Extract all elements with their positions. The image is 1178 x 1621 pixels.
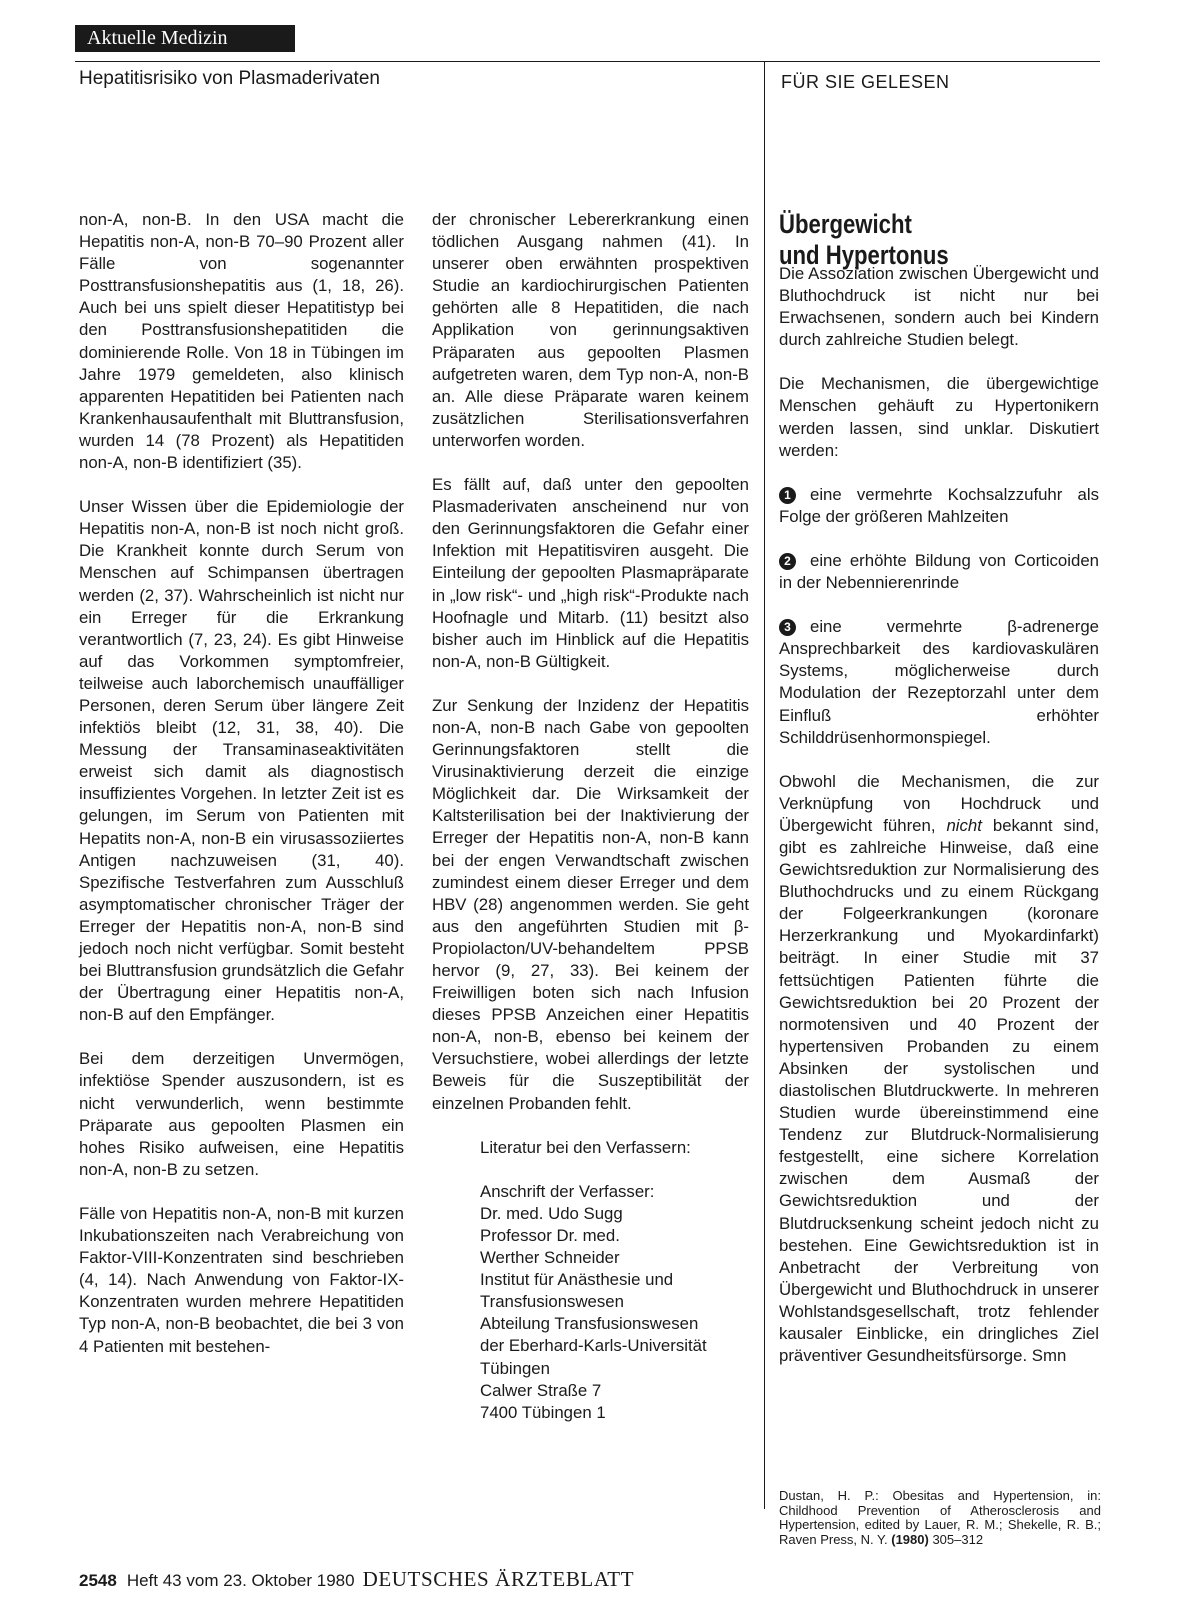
article-column-3 [779, 263, 1099, 1389]
paragraph: Fälle von Hepatitis non-A, non-B mit kurzen Inkubationszeiten nach Verabreichung von Faktor-VIII-Konzentraten sind beschrieben (4, 14). Nach Anwendung von Faktor-IX-Konzentraten wurden mehrere Hepatitiden Typ non-A, non-B beobachtet, die bei 3 von 4 Patienten mit bestehen- [79, 1203, 404, 1356]
address-line: 7400 Tübingen 1 [480, 1402, 606, 1422]
address-line: Calwer Straße 7 [480, 1380, 602, 1400]
list-item [779, 484, 1099, 528]
paragraph-text: bekannt sind, gibt es zahlreiche Hinweise, daß eine Gewichtsreduktion zur Normalisierung des Bluthochdrucks und zu einem Rückgang der Folgeerkrankungen (koronare Herzerkrankung und Myokardinfarkt) beiträgt. In einer Studie mit 37 fettsüchtigen Patienten führte die Gewichtsreduktion bei 20 Prozent der normotensiven und 40 Prozent der hypertensiven Probanden zu einem Absinken der systolischen und diastolischen Blutdruckwerte. In mehreren Studien wurde übereinstimmend eine Tendenz zur Blutdruck-Normalisierung festgestellt, eine sichere Korrelation zwischen dem Ausmaß der Gewichtsreduktion und der Blutdrucksenkung scheint jedoch nicht zu bestehen. Eine Gewichtsreduktion ist in Anbetracht der Verbreitung von Übergewicht und Bluthochdruck in unserer Wohlstandsgesellschaft, trotz fehlender kausaler Einblicke, ein dringliches Ziel präventiver Gesundheitsfürsorge. Smn [779, 815, 1099, 1366]
article-column-1 [79, 209, 404, 1380]
paragraph-text: Obwohl die Mechanismen, die zur Verknüpfung von Hochdruck und Übergewicht führen, [779, 771, 1099, 835]
paragraph: Die Mechanismen, die übergewichtige Menschen gehäuft zu Hypertonikern werden lassen, sind unklar. Diskutiert werden: [779, 374, 1099, 460]
section-tag: Aktuelle Medizin [75, 25, 295, 52]
article-title-line: und Hypertonus [779, 240, 949, 270]
number-badge-icon: 3 [779, 619, 796, 636]
list-item [779, 550, 1099, 594]
paragraph [779, 771, 1099, 1368]
address-line: Transfusionswesen [480, 1292, 624, 1312]
address-line: Institut für Anästhesie und [480, 1270, 674, 1290]
number-badge-icon: 2 [779, 553, 796, 570]
paragraph: Zur Senkung der Inzidenz der Hepatitis non-A, non-B nach Gabe von gepoolten Gerinnungsfaktoren stellt die Virusinaktivierung derzeit die einzige Möglichkeit dar. Die Wirksamkeit der Kaltsterilisation bei der Inaktivierung der Erreger der Hepatitis non-A, non-B kann bei der engen Verwandtschaft zwischen zumindest einem dieser Erreger und dem HBV (28) angenommen werden. Sie geht aus den angeführten Studien mit β-Propiolacton/UV-behandeltem PPSB hervor (9, 27, 33). Bei keinem der Freiwilligen boten sich nach Infusion dieses PPSB Anzeichen einer Hepatitis non-A, non-B, ebenso bei keinem der Versuchstiere, wobei allerdings der letzte Beweis für die Suszeptibilität der einzelnen Probanden fehlt. [432, 695, 749, 1113]
article-column-2 [432, 209, 749, 1424]
address-line: Abteilung Transfusionswesen [480, 1314, 699, 1334]
address-line: der Eberhard-Karls-Universität [480, 1336, 707, 1356]
address-line: Tübingen [480, 1358, 550, 1378]
author-address [480, 1181, 749, 1424]
address-line: Dr. med. Udo Sugg [480, 1203, 623, 1223]
citation [779, 1489, 1101, 1547]
number-badge-icon: 1 [779, 487, 796, 504]
list-item [779, 616, 1099, 749]
issue-info: Heft 43 vom 23. Oktober 1980 [126, 1571, 355, 1590]
page-footer [79, 1567, 634, 1592]
list-item-text: eine vermehrte Kochsalzzufuhr als Folge der größeren Mahlzeiten [779, 484, 1099, 526]
citation-pages: 305–312 [928, 1531, 984, 1547]
top-rule [75, 61, 1100, 62]
address-line: Werther Schneider [480, 1248, 620, 1268]
paragraph: Es fällt auf, daß unter den gepoolten Plasmaderivaten anscheinend nur von den Gerinnungsfaktoren die Gefahr einer Infektion mit Hepatitisviren ausgeht. Die Einteilung der gepoolten Plasmapräparate in „low risk“- und „high risk“-Produkte nach Hoofnagle und Mitarb. (11) besitzt also bisher auch im Hinblick auf die Hepatitis non-A, non-B Gültigkeit. [432, 475, 749, 671]
literature-note: Literatur bei den Verfassern: [480, 1137, 691, 1157]
emphasis: nicht [946, 815, 982, 835]
paragraph: Bei dem derzeitigen Unvermögen, infektiöse Spender auszusondern, ist es nicht verwunderlich, wenn bestimmte Präparate aus gepoolten Plasmen ein hohes Risiko aufweisen, eine Hepatitis non-A, non-B zu setzen. [79, 1049, 404, 1179]
journal-name: DEUTSCHES ÄRZTEBLATT [362, 1567, 635, 1591]
paragraph: Die Assoziation zwischen Übergewicht und Bluthochdruck ist nicht nur bei Erwachsenen, sondern auch bei Kindern durch zahlreiche Studien belegt. [779, 264, 1099, 350]
citation-text: Dustan, H. P.: Obesitas and Hypertension, in: Childhood Prevention of Atherosclerosis and Hypertension, edited by Lauer, R. M.; Shekelle, R. B.; Raven Press, N. Y. [779, 1488, 1101, 1547]
citation-year: (1980) [891, 1531, 929, 1547]
paragraph: der chronischer Lebererkrankung einen tödlichen Ausgang nahmen (41). In unserer oben erwähnten prospektiven Studie an kardiochirurgischen Patienten gehörten alle 8 Hepatitiden, die nach Applikation von gerinnungsaktiven Präparaten aus gepoolten Plasmen aufgetreten waren, dem Typ non-A, non-B an. Alle diese Präparate waren keinem zusätzlichen Sterilisationsverfahren unterworfen worden. [432, 210, 749, 450]
paragraph: Unser Wissen über die Epidemiologie der Hepatitis non-A, non-B ist noch nicht groß. Die Krankheit konnte durch Serum von Menschen auf Schimpansen übertragen werden (2, 37). Wahrscheinlich ist nicht nur ein Erreger für die Erkrankung verantwortlich (7, 23, 24). Es gibt Hinweise auf das Vorkommen symptomfreier, teilweise auch laborchemisch unauffälliger Personen, deren Serum über längere Zeit infektiös bleibt (12, 31, 38, 40). Die Messung der Transaminaseaktivitäten erweist sich damit als diagnostisch insuffizientes Vorgehen. In letzter Zeit ist es gelungen, im Serum von Patienten mit Hepatits non-A, non-B ein virusassoziiertes Antigen nachzuweisen (31, 40). Spezifische Testverfahren zum Ausschluß asymptomatischer chronischer Träger der Erreger der Hepatitis non-A, non-B sind jedoch noch nicht verfügbar. Somit besteht bei Bluttransfusion grundsätzlich die Gefahr der Übertragung einer Hepatitis non-A, non-B auf den Empfänger. [79, 497, 404, 1025]
author-info [480, 1137, 749, 1424]
list-item-text: eine erhöhte Bildung von Corticoiden in der Nebennierenrinde [779, 550, 1099, 593]
article-title-line: Übergewicht [779, 209, 912, 239]
running-title: Hepatitisrisiko von Plasmaderivaten [79, 68, 380, 89]
list-item-text: eine vermehrte β-adrenerge Ansprechbarkeit des kardiovaskulären Systems, möglicherweise durch Modulation der Rezeptorzahl unter dem Einfluß erhöhter Schilddrüsenhormonspiegel. [779, 617, 1099, 747]
section-heading: FÜR SIE GELESEN [781, 72, 950, 92]
column-divider [764, 61, 765, 1509]
address-line: Professor Dr. med. [480, 1225, 620, 1245]
page-number: 2548 [79, 1571, 117, 1590]
article-title [779, 209, 949, 271]
address-line: Anschrift der Verfasser: [480, 1181, 655, 1201]
paragraph: non-A, non-B. In den USA macht die Hepatitis non-A, non-B 70–90 Prozent aller Fälle von sogenannter Posttransfusionshepatitis aus (1, 18, 26). Auch bei uns spielt dieser Hepatitistyp bei den Posttransfusionshepatitiden die dominierende Rolle. Von 18 in Tübingen im Jahre 1979 gemeldeten, also klinisch apparenten Hepatitiden bei Patienten nach Krankenhausaufenthalt mit Bluttransfusion, wurden 14 (78 Prozent) als Hepatitiden non-A, non-B identifiziert (35). [79, 210, 404, 473]
